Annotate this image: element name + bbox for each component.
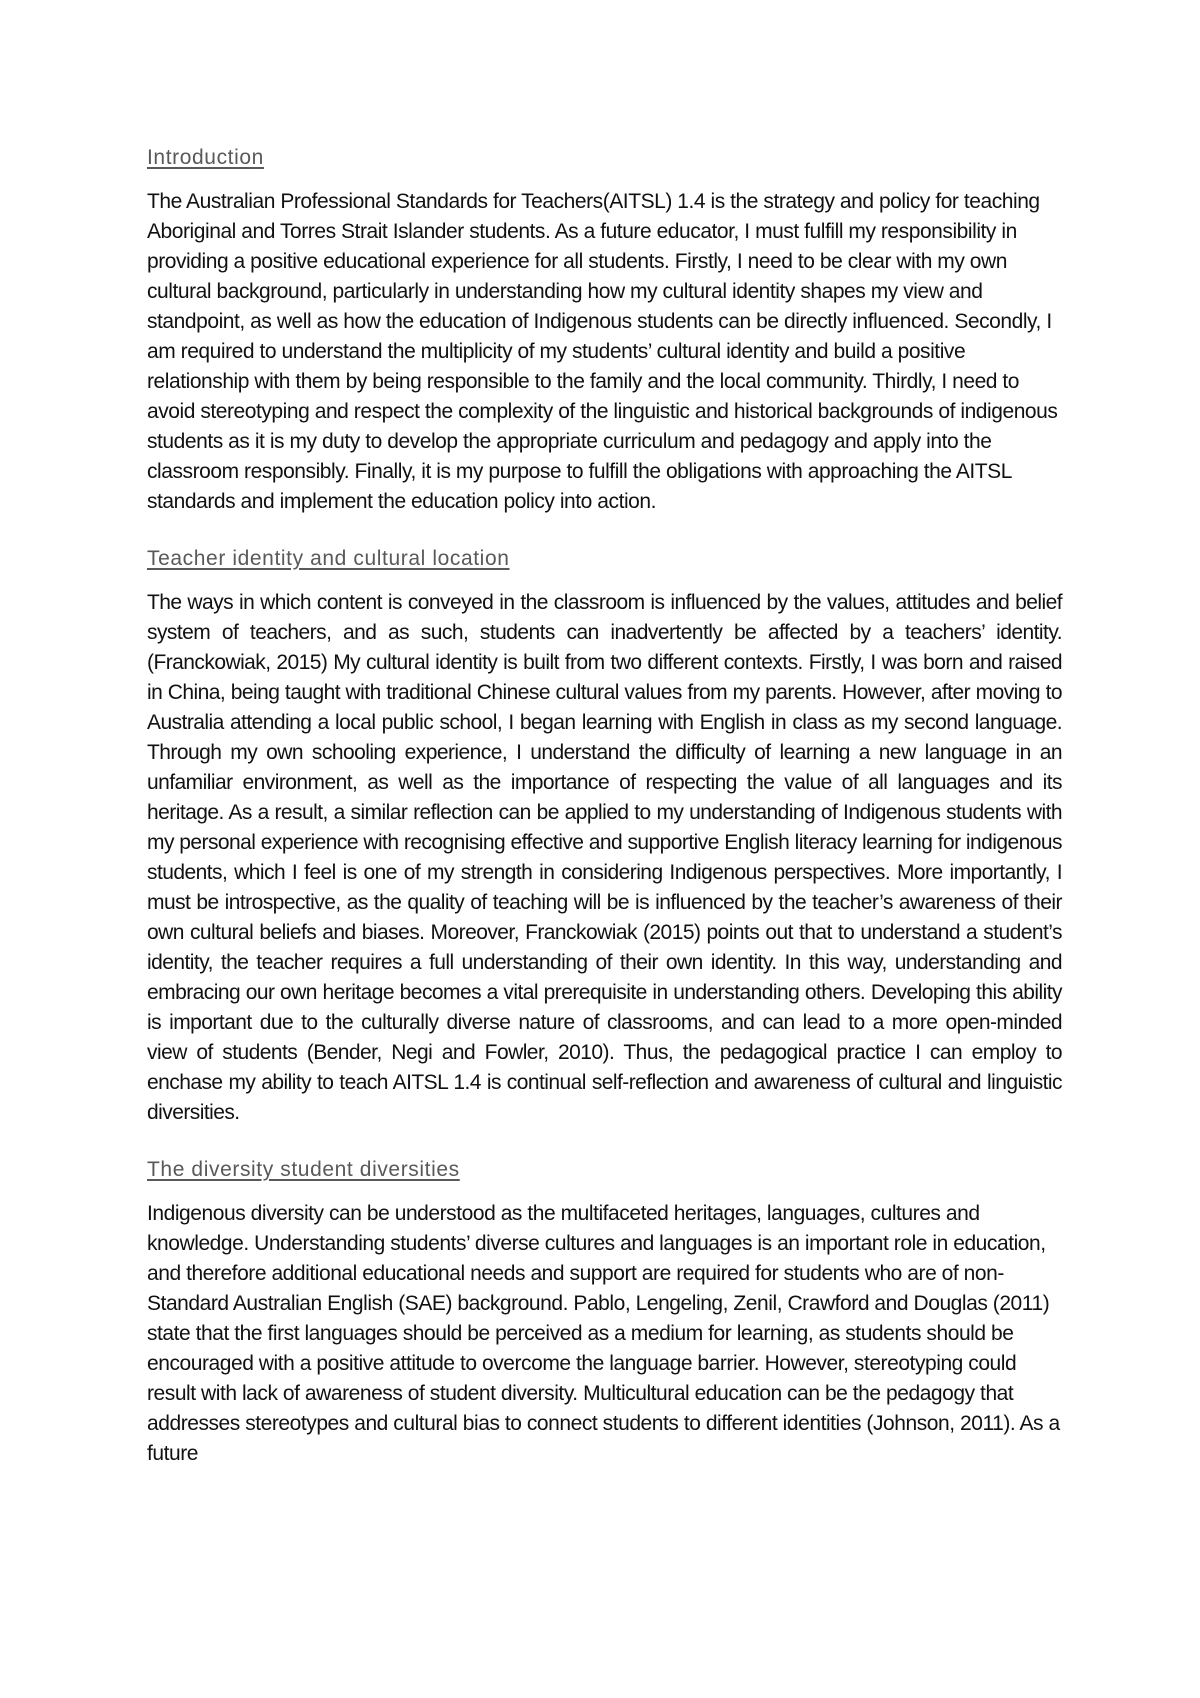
section-heading-introduction: Introduction (147, 146, 264, 169)
section-paragraph-student-diversities: Indigenous diversity can be understood as the multifaceted heritages, languages, cultures and knowledge. Understanding students’ diverse cultures and languages is an important role in education, and therefore additional educational needs and support are required for students who are of non-Standard Australian English (SAE) background. Pablo, Lengeling, Zenil, Crawford and Douglas (2011) state that the first languages should be perceived as a medium for learning, as students should be encouraged with a positive attitude to overcome the language barrier. However, stereotyping could result with lack of awareness of student diversity. Multicultural education can be the pedagogy that addresses stereotypes and cultural bias to connect students to different identities (Johnson, 2011). As a future (147, 1202, 1060, 1465)
section-heading-student-diversities: The diversity student diversities (147, 1158, 460, 1181)
section-paragraph-teacher-identity: The ways in which content is conveyed in the classroom is influenced by the values, attitudes and belief system of teachers, and as such, students can inadvertently be affected by a teachers’ identity. (Franckowiak, 2015) My cultural identity is built from two different contexts. Firstly, I was born and raised in China, being taught with traditional Chinese cultural values from my parents. However, after moving to Australia attending a local public school, I began learning with English in class as my second language. Through my own schooling experience, I understand the difficulty of learning a new language in an unfamiliar environment, as well as the importance of respecting the value of all languages and its heritage. As a result, a similar reflection can be applied to my understanding of Indigenous students with my personal experience with recognising effective and supportive English literacy learning for indigenous students, which I feel is one of my strength in considering Indigenous perspectives. More importantly, I must be introspective, as the quality of teaching will be is influenced by the teacher’s awareness of their own cultural beliefs and biases. Moreover, Franckowiak (2015) points out that to understand a student’s identity, the teacher requires a full understanding of their own identity. In this way, understanding and embracing our own heritage becomes a vital prerequisite in understanding others. Developing this ability is important due to the culturally diverse nature of classrooms, and can lead to a more open-minded view of students (Bender, Negi and Fowler, 2010). Thus, the pedagogical practice I can employ to enchase my ability to teach AITSL 1.4 is continual self-reflection and awareness of cultural and linguistic diversities. (147, 591, 1062, 1124)
section-paragraph-introduction: The Australian Professional Standards for Teachers(AITSL) 1.4 is the strategy and policy for teaching Aboriginal and Torres Strait Islander students. As a future educator, I must fulfill my responsibility in providing a positive educational experience for all students. Firstly, I need to be clear with my own cultural background, particularly in understanding how my cultural identity shapes my view and standpoint, as well as how the education of Indigenous students can be directly influenced. Secondly, I am required to understand the multiplicity of my students’ cultural identity and build a positive relationship with them by being responsible to the family and the local community. Thirdly, I need to avoid stereotyping and respect the complexity of the linguistic and historical backgrounds of indigenous students as it is my duty to develop the appropriate curriculum and pedagogy and apply into the classroom responsibly. Finally, it is my purpose to fulfill the obligations with approaching the AITSL standards and implement the education policy into action. (147, 190, 1058, 513)
section-heading-teacher-identity: Teacher identity and cultural location (147, 547, 510, 570)
document-body (147, 143, 1062, 1496)
